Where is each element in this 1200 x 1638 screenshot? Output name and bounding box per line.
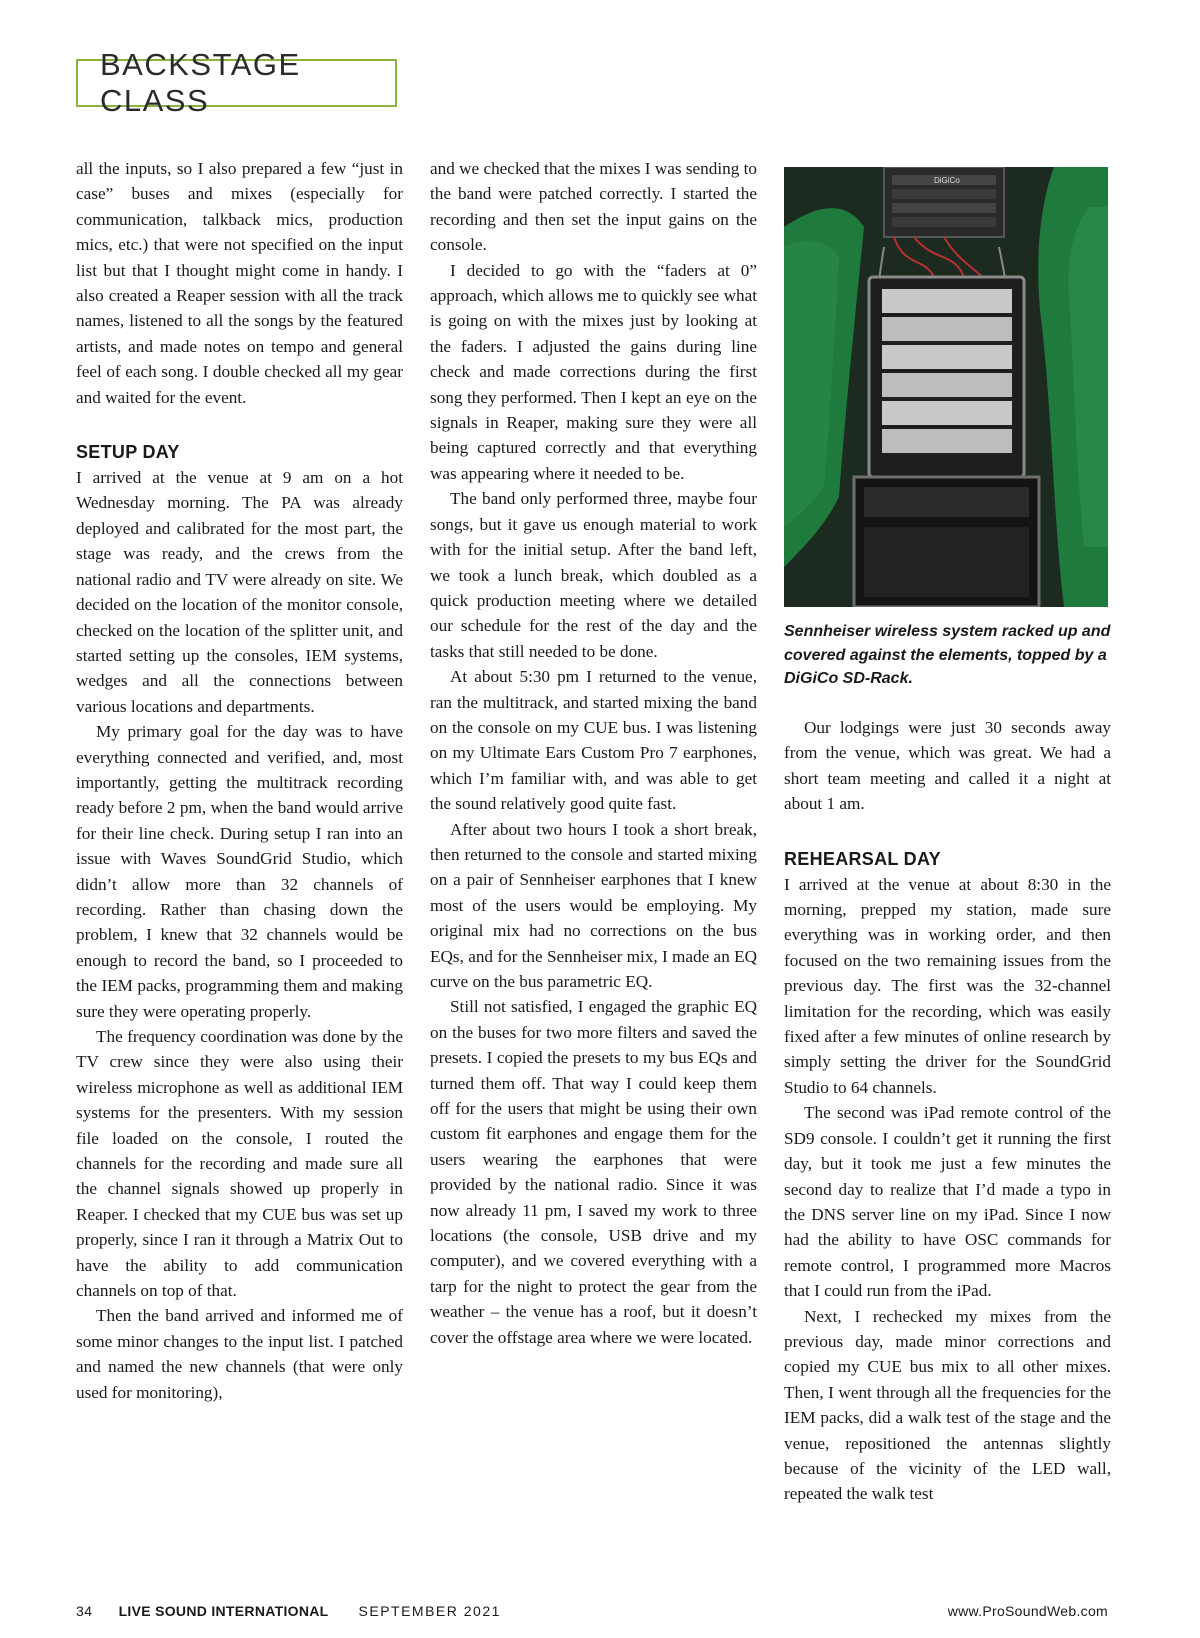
page-number: 34 — [76, 1603, 93, 1619]
website-link[interactable]: www.ProSoundWeb.com — [947, 1603, 1108, 1619]
issue-date: SEPTEMBER 2021 — [358, 1603, 501, 1619]
paragraph: After about two hours I took a short break, then returned to the console and started mixing on a pair of Sennheiser earphones that I knew most of the users would be employing. My original mix had no corrections on the bus EQs, and for the Sennheiser mix, I made an EQ curve on the bus parametric EQ. — [430, 819, 757, 991]
paragraph: I decided to go with the “faders at 0” approach, which allows me to quickly see what is going on with the mixes just by looking at the faders. I adjusted the gains during line check and made corrections during the first song they performed. Then I kept an eye on the signals in Reaper, making sure they were all being captured correctly and that everything was appearing where it needed to be. — [430, 260, 757, 483]
paragraph: Still not satisfied, I engaged the graphic EQ on the buses for two more filters and saved the presets. I copied the presets to my bus EQs and turned them off. That way I could keep them off for the users that might be using their own custom fit earphones and engage them for the users wearing the earphones that were provided by the national radio. Since it was now already 11 pm, I saved my work to three locations (the console, USB drive and my computer), and we covered everything with a tarp for the night to protect the gear from the weather – the venue has a roof, but it doesn’t cover the offstage area where we were located. — [430, 997, 757, 1347]
paragraph: My primary goal for the day was to have everything connected and verified, and, most importantly, getting the multitrack recording ready before 2 pm, when the band would arrive for their line check. During setup I ran into an issue with Waves SoundGrid Studio, which didn’t allow more than 32 channels of recording. Rather than chasing down the problem, I knew that 32 channels would be enough to record the band, so I proceeded to the IEM packs, programming them and making sure they were operating properly. — [76, 722, 403, 1021]
column-3 — [784, 715, 1111, 1507]
paragraph: At about 5:30 pm I returned to the venue, ran the multitrack, and started mixing the band on the console on my CUE bus. I was listening on my Ultimate Ears Custom Pro 7 earphones, which I’m familiar with, and was able to get the sound relatively good quite fast. — [430, 667, 757, 814]
paragraph: The second was iPad remote control of the SD9 console. I couldn’t get it running the first day, but it took me just a few minutes the second day to realize that I’d made a typo in the DNS server line on my iPad. Since I now had the ability to have OSC commands for remote control, I programmed more Macros that I could run from the iPad. — [784, 1103, 1111, 1301]
section-title: BACKSTAGE CLASS — [76, 59, 397, 107]
paragraph: I arrived at the venue at 9 am on a hot Wednesday morning. The PA was already deployed and calibrated for the most part, the stage was ready, and the crews from the national radio and TV were already on site. We decided on the location of the monitor console, checked on the location of the splitter unit, and started setting up the consoles, IEM systems, wedges and all the connections between various locations and departments. — [76, 468, 403, 716]
magazine-name: LIVE SOUND INTERNATIONAL — [118, 1603, 329, 1619]
paragraph: Then the band arrived and informed me of some minor changes to the input list. I patched and named the new channels (that were only used for monitoring), — [76, 1306, 403, 1402]
paragraph: and we checked that the mixes I was sending to the band were patched correctly. I started the recording and then set the input gains on the console. — [430, 159, 757, 255]
paragraph: Our lodgings were just 30 seconds away from the venue, which was great. We had a short team meeting and called it a night at about 1 am. — [784, 718, 1111, 814]
digico-label: DiGiCo — [934, 176, 960, 185]
heading-setup-day: SETUP DAY — [76, 442, 180, 463]
rack-photo — [784, 167, 1108, 607]
page-footer — [76, 1599, 1108, 1623]
paragraph: The band only performed three, maybe four songs, but it gave us enough material to work with for the initial setup. After the band left, we took a lunch break, which doubled as a quick production meeting where we detailed our schedule for the rest of the day and the tasks that still needed to be done. — [430, 489, 757, 661]
column-1 — [76, 156, 403, 1405]
paragraph: I arrived at the venue at about 8:30 in the morning, prepped my station, made sure everything was in working order, and then focused on the two remaining issues from the previous day. The first was the 32-channel limitation for the recording, which was easily fixed after a few minutes of online research by simply setting the driver for the SoundGrid Studio to 64 channels. — [784, 874, 1111, 1097]
photo-caption: Sennheiser wireless system racked up and covered against the elements, topped by a DiGiCo SD-Rack. — [784, 623, 1111, 687]
heading-rehearsal-day: REHEARSAL DAY — [784, 848, 941, 869]
paragraph: all the inputs, so I also prepared a few “just in case” buses and mixes (especially for communication, talkback mics, production mics, etc.) that were not specified on the input list but that I thought might come in handy. I also created a Reaper session with all the track names, listened to all the songs by the featured artists, and made notes on tempo and general feel of each song. I double checked all my gear and waited for the event. — [76, 159, 403, 407]
rack-photo-illustration — [784, 167, 1108, 607]
paragraph: Next, I rechecked my mixes from the previous day, made minor corrections and copied my CUE bus mix to all other mixes. Then, I went through all the frequencies for the IEM packs, did a walk test of the stage and the venue, repositioned the antennas slightly because of the vicinity of the LED wall, repeated the walk test — [784, 1306, 1111, 1504]
paragraph: The frequency coordination was done by the TV crew since they were also using their wireless microphone as well as additional IEM systems for the presenters. With my session file loaded on the console, I routed the channels for the recording and made sure all the channel signals showed up properly in Reaper. I checked that my CUE bus was set up properly, since I ran it through a Matrix Out to have the ability to add communication channels on top of that. — [76, 1027, 403, 1301]
column-2 — [430, 156, 757, 1350]
